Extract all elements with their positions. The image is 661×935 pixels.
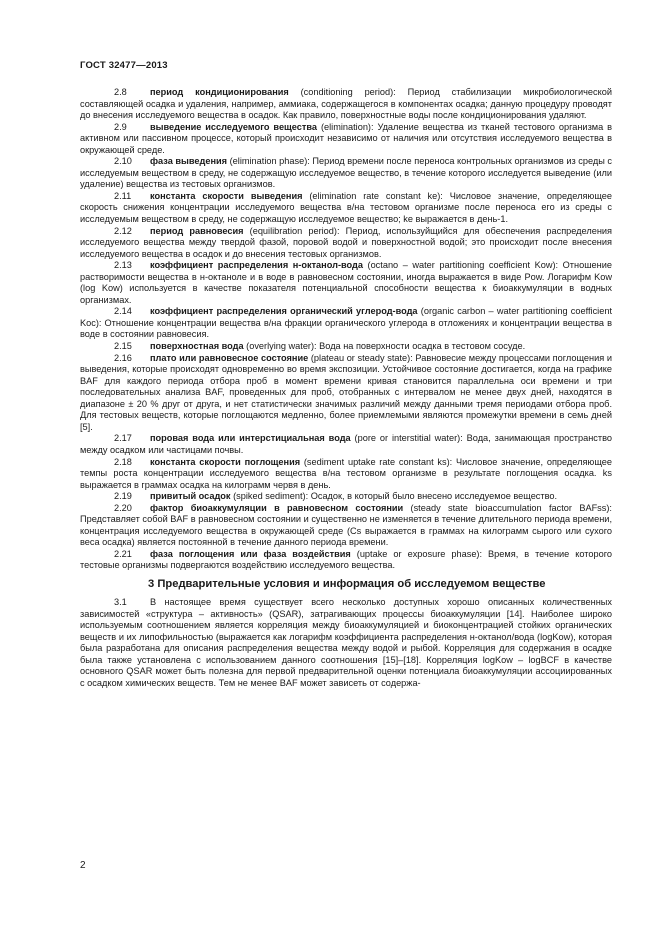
definition-term: выведение исследуемого вещества	[150, 121, 318, 132]
definition-text: (elimination): Удаление вещества из тканей тестового организма в активном или пассивном процессе, который происходит независимо от наличия или отсутствия исследуемого вещества в окружающей среде.	[80, 121, 612, 155]
definition-text: (spiked sediment): Осадок, в который было внесено исследуемое вещество.	[230, 491, 558, 502]
paragraph-number: 3.1	[114, 596, 127, 607]
definition-text: (organic carbon – water partitioning coefficient Koc): Отношение концентрации вещества в/на фракции органического углерода в отложениях и концентрации вещества в воде в состоянии равновесия.	[80, 306, 612, 340]
definition-term: коэффициент распределения н-октанол-вода	[150, 260, 363, 271]
definition-number: 2.8	[114, 87, 127, 97]
definition-term: фаза выведения	[150, 156, 228, 167]
definition-term: поверхностная вода	[150, 341, 244, 352]
document-header: ГОСТ 32477—2013	[80, 60, 168, 71]
definition-item	[80, 457, 612, 492]
definition-number: 2.20	[114, 502, 132, 513]
section-number: 3	[148, 577, 155, 590]
definition-number: 2.16	[114, 352, 132, 363]
definition-number: 2.9	[114, 121, 127, 132]
page-number: 2	[80, 860, 86, 871]
definition-item	[80, 260, 612, 306]
definition-item	[80, 549, 612, 572]
definition-term: поровая вода или интерстициальная вода	[150, 433, 351, 444]
definition-text: (elimination rate constant ke): Числовое значение, определяющее скорость снижения концентрации исследуемого вещества в/на тестовом организме после переноса его из среды с исследуемым веществом в среду, не содержащую исследуемое вещество; ke выражается в день-1.	[80, 190, 613, 225]
page-content	[80, 87, 612, 689]
definition-item	[80, 191, 612, 226]
definition-term: фактор биоаккумуляции в равновесном состоянии	[150, 502, 404, 513]
definition-number: 2.11	[114, 190, 132, 201]
definition-item	[80, 341, 612, 353]
definition-number: 2.19	[114, 491, 132, 502]
definition-item	[80, 87, 612, 122]
definition-text: (conditioning period): Период стабилизации микробиологической составляющей осадка и удаления, например, аммиака, содержащегося в компонентах осадка; данную процедуру проводят до внесения исследуемого вещества в осадок. Как правило, поверхностные воды после кондиционирования удаляют.	[80, 87, 612, 121]
definition-term: период кондиционирования	[150, 87, 289, 97]
definition-term: период равновесия	[150, 225, 244, 236]
definition-number: 2.17	[114, 433, 132, 444]
definition-number: 2.15	[114, 341, 132, 352]
definition-item	[80, 156, 612, 191]
definition-number: 2.21	[114, 548, 132, 559]
definition-text: (pore or interstitial water): Вода, занимающая пространство между осадком или частицами почвы.	[80, 433, 612, 455]
definition-text: (elimination phase): Период времени после переноса контрольных организмов из среды с исследуемым веществом в среду, не содержащую исследуемое вещество, в течение которого исследуется выведение (или удаление) вещества из тестовых организмов.	[80, 156, 612, 190]
definition-number: 2.13	[114, 260, 132, 271]
definition-text: (sediment uptake rate constant ks): Числовое значение, определяющее темпы роста концентрации исследуемого вещества в/на тестовом организме в результате поглощения осадка. ks выражается в граммах осадка на килограмм червя в день.	[80, 456, 613, 490]
definition-item	[80, 433, 612, 456]
definition-term: плато или равновесное состояние	[150, 352, 309, 363]
section-title: Предварительные условия и информация об исследуемом веществе	[157, 577, 546, 590]
definition-term: привитый осадок	[150, 491, 231, 502]
definition-item	[80, 122, 612, 157]
definition-item	[80, 306, 612, 341]
definition-item	[80, 226, 612, 261]
definition-number: 2.12	[114, 225, 132, 236]
section-heading	[80, 578, 612, 591]
definition-text: (octano – water partitioning coefficient Kow): Отношение растворимости вещества в н-октаноле и в воде в равновесном состоянии, иногда выражается в виде Pow. Логарифм Kow (log Kow) используется в качестве показателя потенциальной способности вещества к биоаккумуляции в водных организмах.	[80, 260, 612, 305]
definition-item	[80, 353, 612, 434]
definition-text: (plateau or steady state): Равновесие между процессами поглощения и выведения, которые происходят одновременно во время экспозиции. Устойчивое состояние достигается, когда на графике BAF для каждого периода отбора проб в момент времени кривая становится параллельна оси времени и три последовательных анализа BAF, проведенных для проб, отобранных с интервалом не менее двух дней, находятся в диапазоне ± 20 % друг от друга, и нет статистически значимых различий между данными тремя периодами отбора проб. Для тестовых веществ, которые поглощаются медленно, более приемлемыми являются промежутки времени в семь дней [5].	[80, 352, 612, 432]
definition-item	[80, 491, 612, 503]
definition-term: константа скорости поглощения	[150, 456, 301, 467]
definition-item	[80, 503, 612, 549]
definition-text: (uptake or exposure phase): Время, в течение которого тестовые организмы подвергаются воздействию исследуемого вещества.	[80, 548, 612, 571]
definition-term: коэффициент распределения органический углерод-вода	[150, 306, 418, 317]
definition-number: 2.14	[114, 306, 132, 317]
definition-term: константа скорости выведения	[150, 190, 303, 201]
definition-text: (equilibration period): Период, используйщийся для обеспечения распределения исследуемого вещества между твердой фазой, поровой водой и поверхностной водой; это происходит после внесения исследуемого вещества в осадок и до внесения тестовых организмов.	[80, 225, 612, 259]
definition-text: (overlying water): Вода на поверхности осадка в тестовом сосуде.	[243, 341, 526, 352]
section-paragraph	[80, 597, 612, 689]
definition-number: 2.10	[114, 156, 132, 167]
definition-term: фаза поглощения или фаза воздействия	[150, 548, 351, 559]
definitions-list	[80, 87, 612, 572]
definition-text: (steady state bioaccumulation factor BAFss): Представляет собой BAF в равновесном состоянии и существенно не изменяется в течение длительного периода времени, концентрация исследуемого вещества в окружающей среде (Cs выражается в граммах на килограмм сырого или сухого веса осадка) является постоянной в течение данного периода времени.	[80, 502, 612, 548]
paragraph-text: В настоящее время существует всего несколько доступных хорошо описанных количественных зависимостей «структура – активность» (QSAR), затрагивающих процессы биоаккумуляции [14]. Наиболее широко используемым соотношением является корреляция между биоаккумуляцией и биоконцентрацией стойких органических веществ и их липофильностью (выражается как логарифм коэффициента распределения н-октанол/вода (logKow), которая была разработана для описания распределения вещества между водой и рыбой. Корреляция для содержания в осадке была также установлена с использованием данного соотношения [15]–[18]. Корреляция logKow – logBCF в качестве основного QSAR может быть полезна для первой предварительной оценки потенциала биоаккумуляции ассоциированных с осадком химических веществ. Тем не менее BAF может зависеть от содержа-	[80, 596, 612, 688]
definition-number: 2.18	[114, 456, 132, 467]
